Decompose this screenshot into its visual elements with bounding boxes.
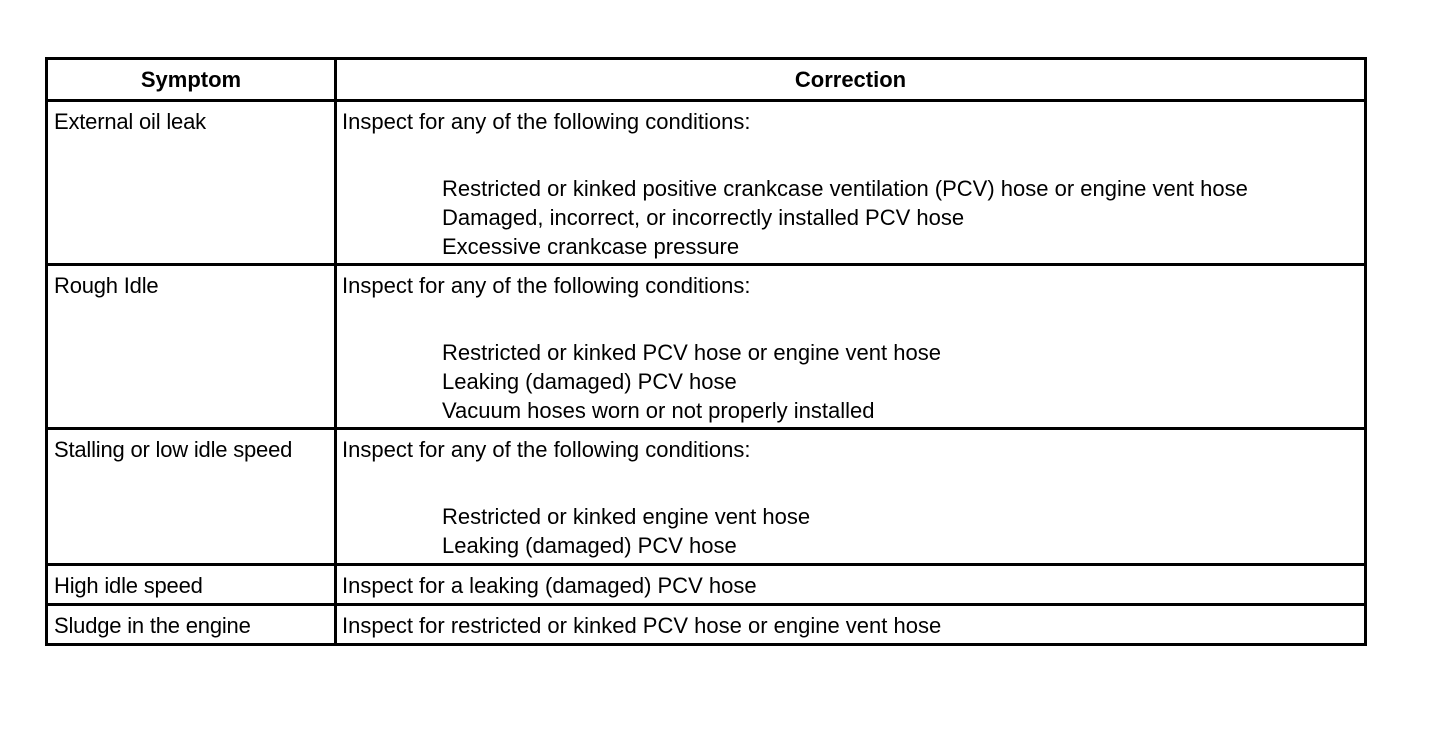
symptom-cell: Stalling or low idle speed xyxy=(47,429,336,565)
condition-item: Restricted or kinked PCV hose or engine vent hose xyxy=(442,340,941,365)
condition-item: Vacuum hoses worn or not properly installed xyxy=(442,398,875,423)
table-row xyxy=(47,101,1366,265)
table-row xyxy=(47,605,1366,645)
condition-item: Damaged, incorrect, or incorrectly installed PCV hose xyxy=(442,205,965,230)
column-header-correction: Correction xyxy=(336,59,1366,101)
correction-cell xyxy=(336,101,1366,265)
correction-intro: Inspect for restricted or kinked PCV hose or engine vent hose xyxy=(342,613,942,638)
table-row xyxy=(47,565,1366,605)
column-header-symptom: Symptom xyxy=(47,59,336,101)
symptom-cell: External oil leak xyxy=(47,101,336,265)
condition-list xyxy=(442,174,1364,261)
symptom-cell: High idle speed xyxy=(47,565,336,605)
symptom-correction-table xyxy=(45,57,1367,646)
condition-list xyxy=(442,338,1364,425)
condition-item: Leaking (damaged) PCV hose xyxy=(442,369,737,394)
correction-cell xyxy=(336,565,1366,605)
table-row xyxy=(47,429,1366,565)
condition-item: Restricted or kinked positive crankcase ventilation (PCV) hose or engine vent hose xyxy=(442,176,1248,201)
condition-list xyxy=(442,502,1364,560)
symptom-cell: Rough Idle xyxy=(47,265,336,429)
correction-cell xyxy=(336,429,1366,565)
correction-cell xyxy=(336,265,1366,429)
correction-intro: Inspect for any of the following conditions: xyxy=(342,273,751,298)
symptom-cell: Sludge in the engine xyxy=(47,605,336,645)
correction-intro: Inspect for any of the following conditions: xyxy=(342,109,751,134)
table-header-row xyxy=(47,59,1366,101)
condition-item: Leaking (damaged) PCV hose xyxy=(442,533,737,558)
condition-item: Restricted or kinked engine vent hose xyxy=(442,504,811,529)
correction-cell xyxy=(336,605,1366,645)
correction-intro: Inspect for a leaking (damaged) PCV hose xyxy=(342,573,757,598)
correction-intro: Inspect for any of the following conditions: xyxy=(342,437,751,462)
table-row xyxy=(47,265,1366,429)
condition-item: Excessive crankcase pressure xyxy=(442,234,740,259)
